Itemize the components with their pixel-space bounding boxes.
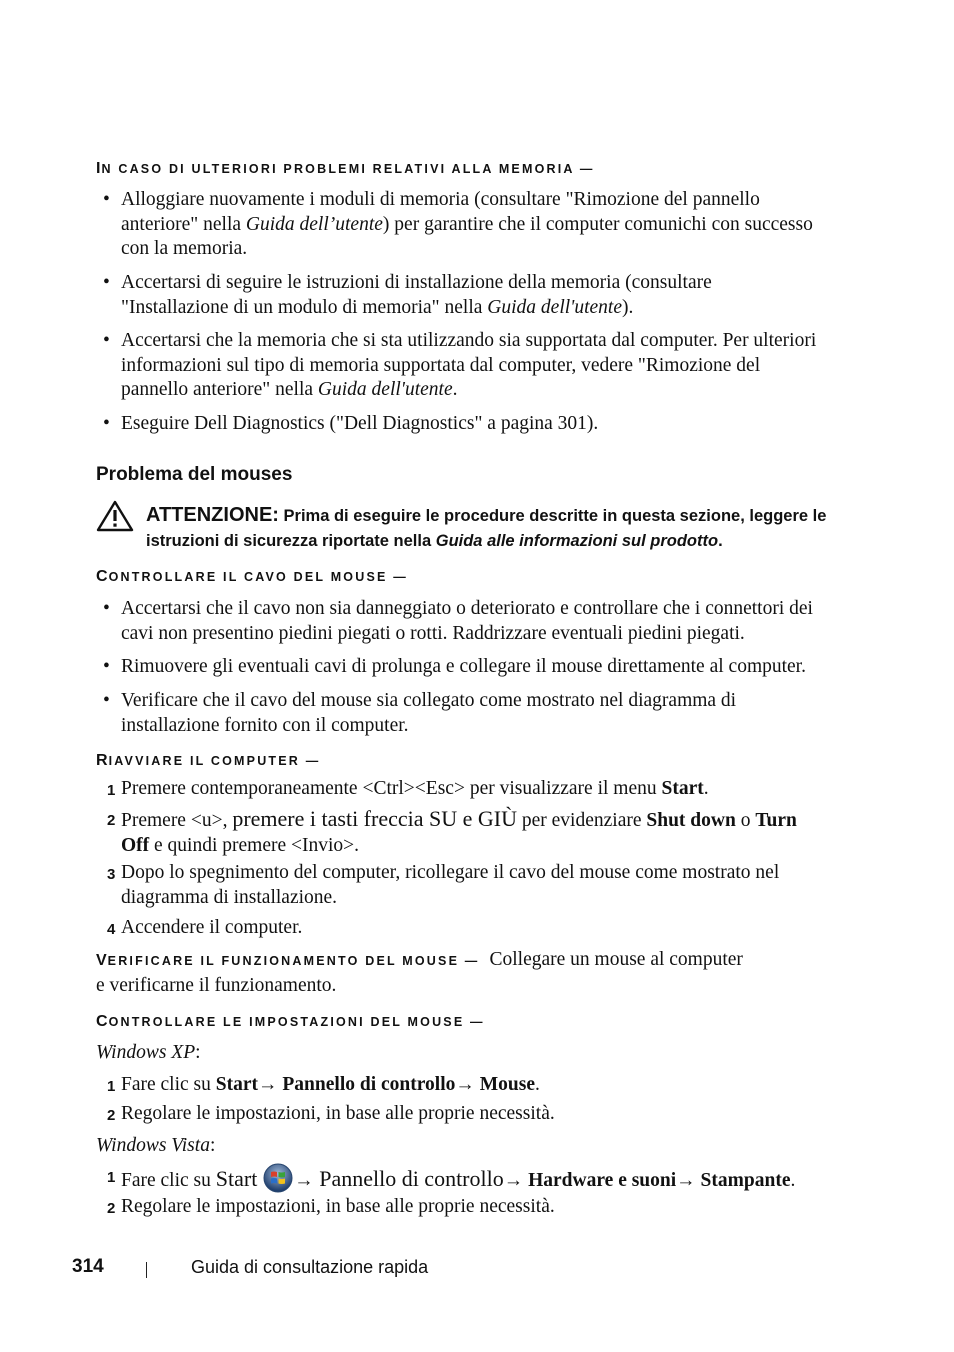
step-item: 1 Premere contemporaneamente <Ctrl><Esc> per visualizzare il menu Start. [107, 778, 709, 799]
list-item: • Accertarsi che il cavo non sia danneggiato o deteriorato e controllare che i connettori dei cavi non presentino piedini piegati o rotti. Raddrizzare eventuali piedini piegati. [103, 598, 813, 644]
list-item: • Accertarsi di seguire le istruzioni di installazione della memoria (consultare "Installazione di un modulo di memoria" nella Guida dell'utente). [103, 272, 712, 318]
warning-triangle-icon [96, 500, 134, 532]
list-item: • Verificare che il cavo del mouse sia collegato come mostrato nel diagramma di installazione fornito con il computer. [103, 690, 737, 736]
footer-title: Guida di consultazione rapida [191, 1257, 429, 1277]
list-item: • Alloggiare nuovamente i moduli di memoria (consultare "Rimozione del pannello anteriore" nella Guida dell’utente) per garantire che il computer comunichi con successo con la memoria. [103, 189, 813, 260]
verify-continuation: e verificarne il funzionamento. [96, 975, 337, 996]
step-item: 1 Fare clic su Start→ Pannello di controllo→ Mouse. [107, 1074, 540, 1095]
windows-start-orb-icon [263, 1163, 293, 1193]
step-item: 4 Accendere il computer. [107, 917, 303, 938]
list-item: • Accertarsi che la memoria che si sta utilizzando sia supportata dal computer. Per ulteriori informazioni sul tipo di memoria supportata dal computer, vedere "Rimozione del pannello anteriore" nella Guida dell'utente. [103, 330, 817, 401]
warning-note: ATTENZIONE: Prima di eseguire le procedure descritte in questa sezione, leggere le istruzioni di sicurezza riportate nella Guida alle informazioni sul prodotto. [146, 504, 827, 550]
page-number: 314 [72, 1256, 104, 1277]
os-label-xp: Windows XP: [96, 1042, 201, 1063]
os-label-vista: Windows Vista: [96, 1135, 216, 1156]
step-item: 2 Premere <u>, premere i tasti freccia SU e GIÙ per evidenziare Shut down o Turn Off e quindi premere <Invio>. [107, 806, 797, 856]
footer-divider [146, 1262, 147, 1278]
section-title-mouse: Problema del mouses [96, 464, 293, 485]
heading-mouse-settings: CONTROLLARE LE IMPOSTAZIONI DEL MOUSE — [96, 1013, 485, 1030]
list-item: • Eseguire Dell Diagnostics ("Dell Diagnostics" a pagina 301). [103, 413, 599, 434]
step-item: 3 Dopo lo spegnimento del computer, ricollegare il cavo del mouse come mostrato nel diagramma di installazione. [107, 862, 780, 908]
list-item: • Rimuovere gli eventuali cavi di prolunga e collegare il mouse direttamente al computer. [103, 656, 806, 677]
heading-check-cable: CONTROLLARE IL CAVO DEL MOUSE — [96, 568, 408, 585]
step-item: 2 Regolare le impostazioni, in base alle proprie necessità. [107, 1103, 555, 1124]
heading-restart: RIAVVIARE IL COMPUTER — [96, 752, 321, 769]
step-item: 2 Regolare le impostazioni, in base alle proprie necessità. [107, 1196, 555, 1217]
heading-verify-mouse: VERIFICARE IL FUNZIONAMENTO DEL MOUSE — Collegare un mouse al computer [96, 949, 743, 970]
heading-memory: IN CASO DI ULTERIORI PROBLEMI RELATIVI ALLA MEMORIA — [96, 160, 595, 177]
step-item: 1 Fare clic su Start → Pannello di controllo→ Hardware e suoni→ Stampante. [107, 1163, 827, 1193]
